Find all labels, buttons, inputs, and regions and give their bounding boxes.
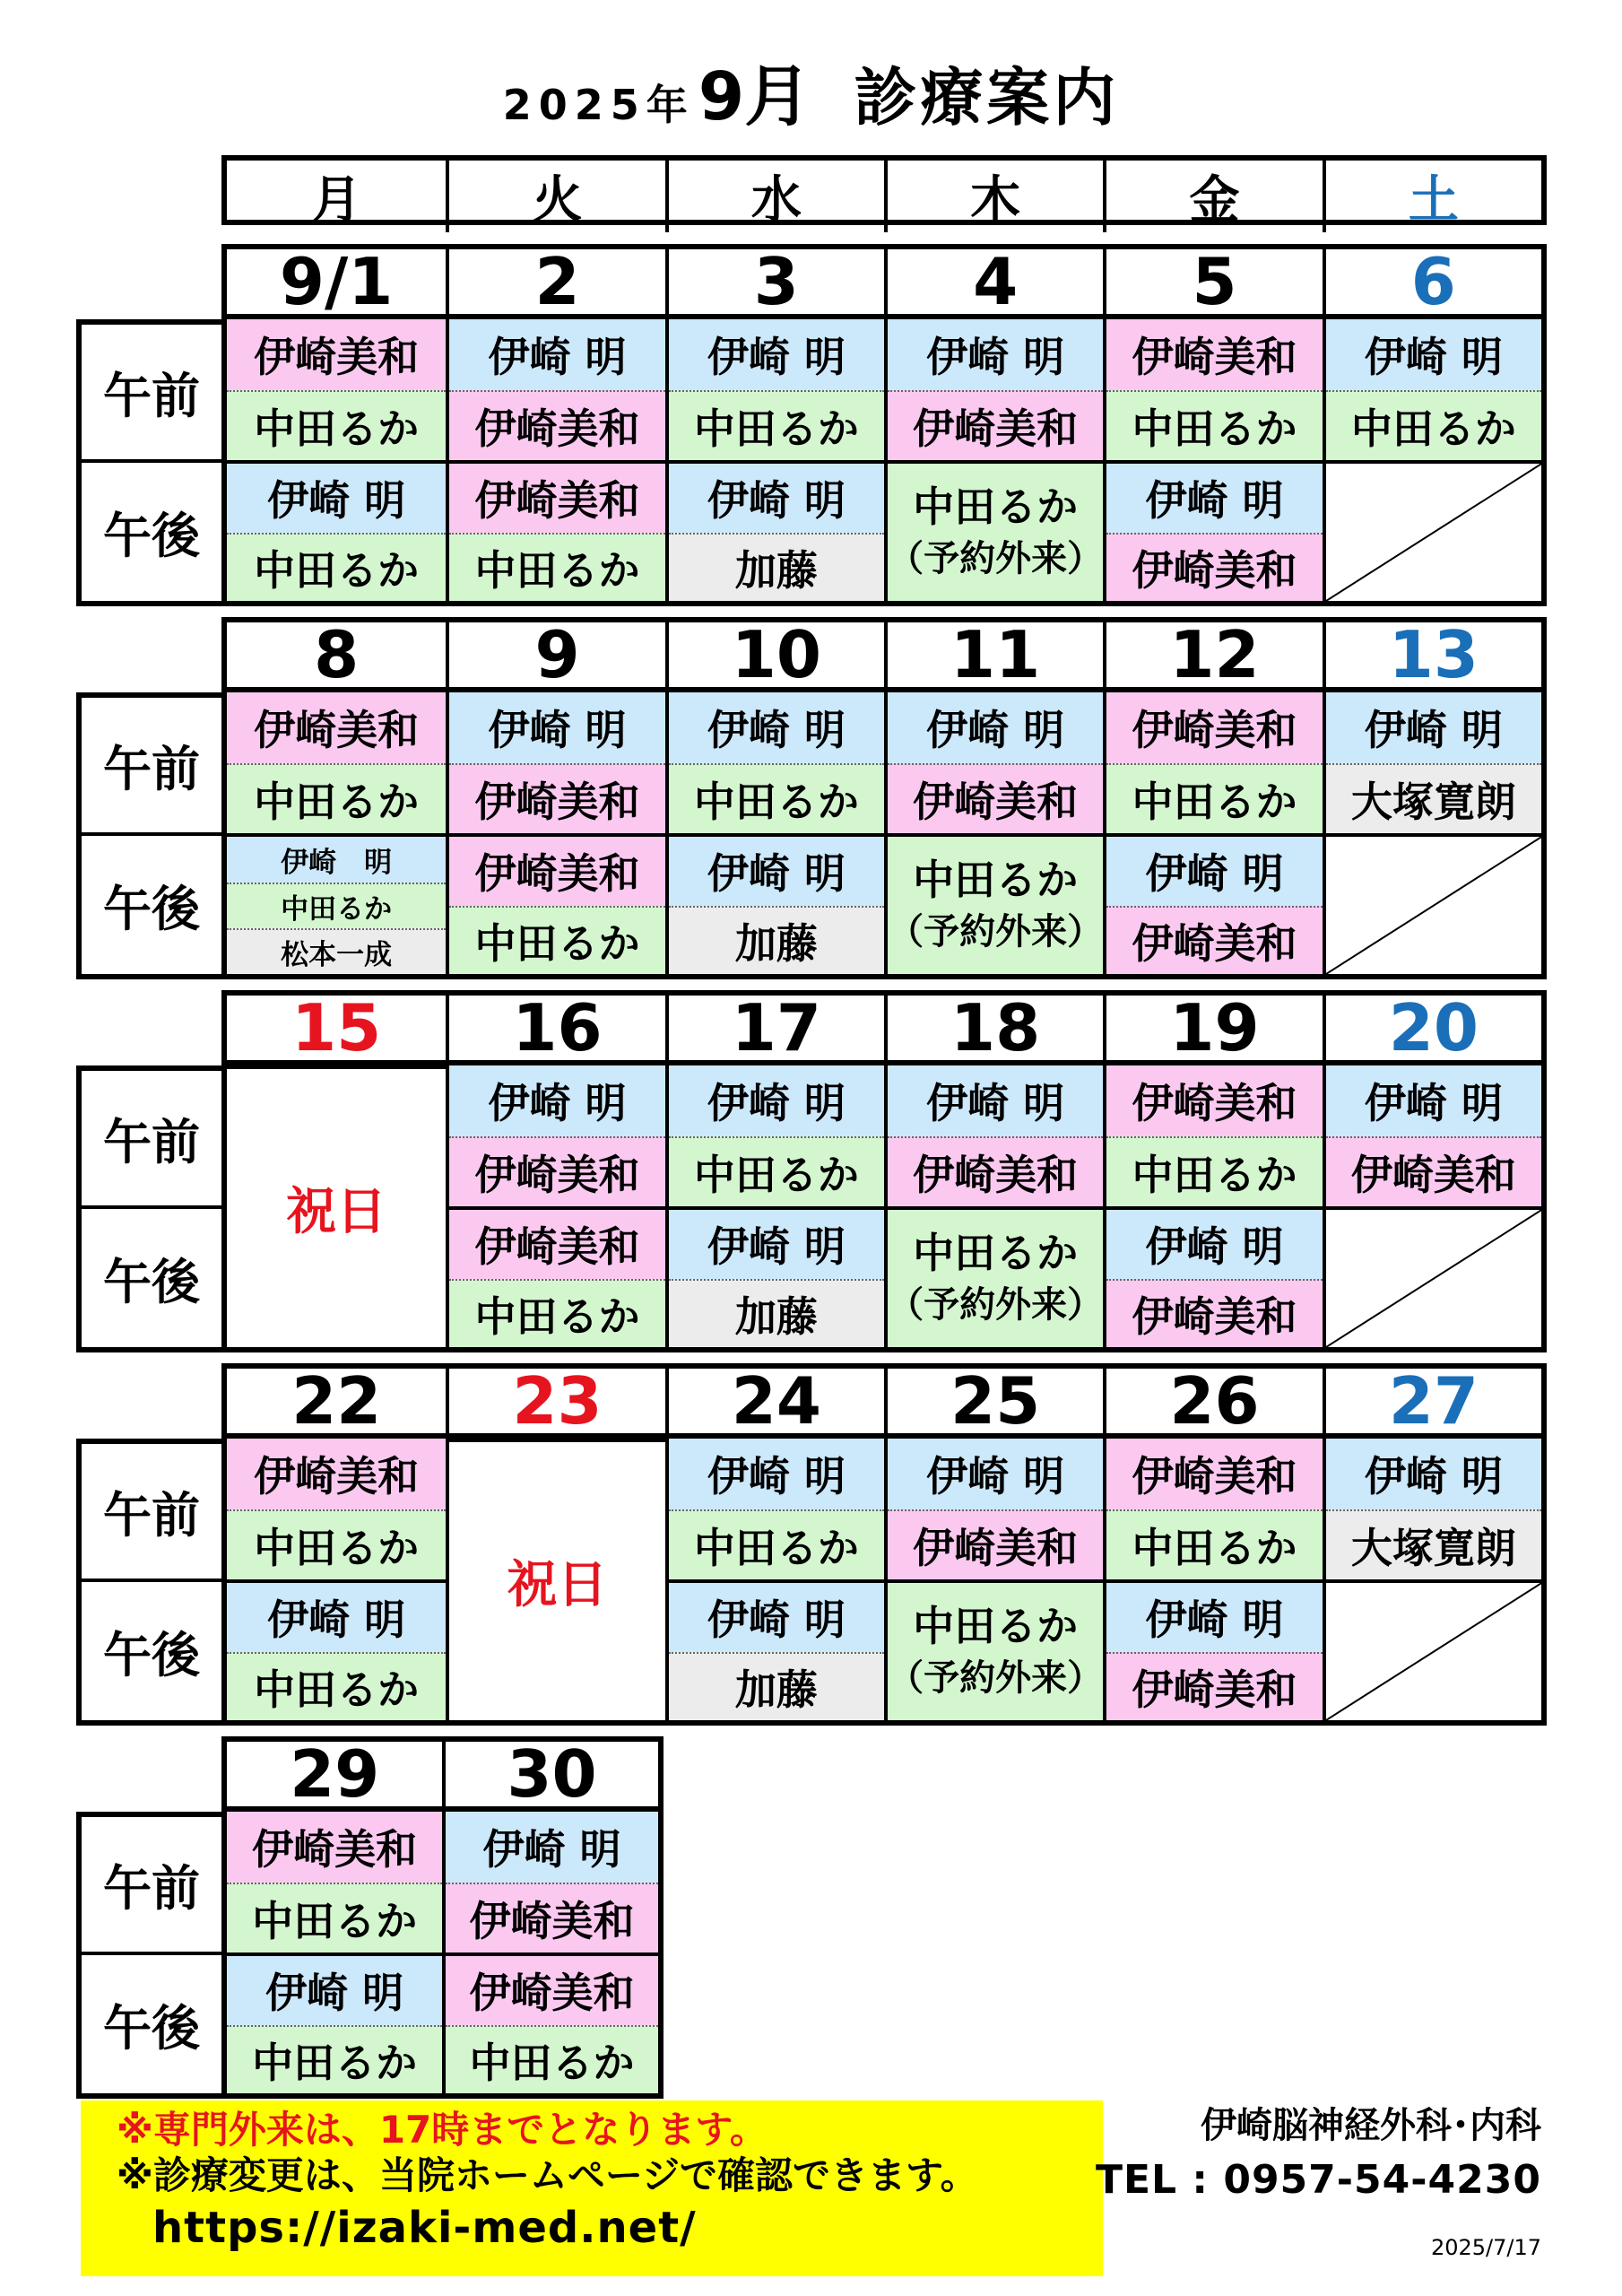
doctor-slot: 伊崎美和 — [449, 837, 664, 906]
doctor-slot: 伊崎 明 — [888, 692, 1103, 763]
doctor-slot: 中田るか — [449, 1279, 664, 1348]
afternoon-label: 午後 — [103, 880, 200, 937]
title-year: 2025年 — [502, 81, 695, 129]
doctor-slot: 伊崎美和 — [449, 390, 664, 461]
date-label: 13 — [1323, 622, 1541, 687]
doctor-slot: 伊崎 明 — [669, 692, 884, 763]
page-title — [0, 58, 1622, 135]
afternoon-cell — [446, 833, 664, 974]
title-month: 9月 — [698, 58, 811, 135]
doctor-slot: 伊崎美和 — [1106, 906, 1322, 975]
morning-cell — [227, 319, 446, 460]
doctor-slot: 中田るか — [669, 1509, 884, 1580]
doctor-slot: 伊崎 明 — [227, 1956, 442, 2025]
morning-cell — [884, 692, 1103, 833]
date-label: 23 — [446, 1369, 664, 1433]
afternoon-cell-reserved — [884, 1579, 1103, 1720]
date-row — [221, 244, 1547, 319]
doctor-slot: 大塚寛朗 — [1326, 763, 1541, 834]
date-label: 15 — [291, 990, 382, 1065]
doctor-slot: 伊崎美和 — [1106, 1439, 1322, 1509]
date-label: 6 — [1323, 249, 1541, 314]
morning-cell — [227, 692, 446, 833]
date-label: 19 — [1103, 996, 1322, 1060]
date-row — [221, 617, 1547, 692]
diagonal-line — [1326, 837, 1541, 974]
morning-cell — [665, 1439, 884, 1579]
week-block — [103, 617, 1547, 979]
date-label: 22 — [291, 1363, 382, 1439]
schedule-grid — [221, 1812, 664, 2099]
holiday-cell: 祝日 — [446, 1439, 664, 1720]
doctor-slot: 伊崎 明 — [1326, 1065, 1541, 1136]
doctor-slot: 中田るか — [449, 533, 664, 602]
morning-cell — [1103, 319, 1322, 460]
doctor-slot: 中田るか — [227, 390, 446, 461]
weekday-mon: 月 — [311, 171, 362, 230]
date-label: 11 — [884, 622, 1103, 687]
morning-cell — [1323, 319, 1541, 460]
doctor-slot: 中田るか — [1106, 1509, 1322, 1580]
morning-cell — [665, 1065, 884, 1206]
afternoon-cell — [665, 1206, 884, 1347]
date-label: 25 — [884, 1369, 1103, 1433]
doctor-slot: 中田るか — [1106, 1136, 1322, 1207]
date-label: 16 — [446, 996, 664, 1060]
week-block — [103, 1736, 1547, 2099]
doctor-slot: 加藤 — [669, 533, 884, 602]
doctor-slot: 伊崎美和 — [1106, 319, 1322, 390]
doctor-slot: 伊崎 明 — [449, 1065, 664, 1136]
afternoon-cell — [446, 1206, 664, 1347]
website-link[interactable]: https://izaki-med.net/ — [152, 2202, 697, 2253]
doctor-slot: 伊崎美和 — [227, 319, 446, 390]
schedule-grid — [221, 692, 1547, 979]
closed-slash-icon — [1326, 1583, 1541, 1720]
morning-cell — [227, 1812, 442, 1952]
doctor-slot: 伊崎 明 — [669, 464, 884, 533]
closed-slash-icon — [1326, 464, 1541, 601]
period-labels — [76, 319, 221, 606]
morning-cell — [1323, 692, 1541, 833]
doctor-slot: 伊崎美和 — [1106, 1065, 1322, 1136]
date-label: 12 — [1103, 622, 1322, 687]
date-label: 9/1 — [279, 244, 394, 319]
date-label: 26 — [1103, 1369, 1322, 1433]
date-label: 24 — [665, 1369, 884, 1433]
doctor-slot: 伊崎 明 — [446, 1812, 657, 1883]
doctor-slot: 伊崎 明 — [227, 1583, 446, 1652]
doctor-slot: 中田るか — [227, 1883, 442, 1953]
afternoon-cell — [446, 460, 664, 601]
diagonal-line — [1326, 464, 1541, 601]
doctor-slot: 伊崎 明 — [1106, 1210, 1322, 1279]
afternoon-cell — [1103, 1206, 1322, 1347]
doctor-slot: 中田るか — [913, 855, 1079, 904]
date-row — [221, 1363, 1547, 1439]
doctor-slot: 伊崎美和 — [449, 464, 664, 533]
doctor-slot: 伊崎 明 — [1326, 319, 1541, 390]
doctor-slot: 伊崎美和 — [227, 1439, 446, 1509]
doctor-slot: 中田るか — [449, 906, 664, 975]
doctor-slot: 中田るか — [227, 2025, 442, 2094]
doctor-slot: 伊崎美和 — [227, 692, 446, 763]
doctor-slot: 中田るか — [669, 1136, 884, 1207]
doctor-slot: 伊崎美和 — [1106, 1652, 1322, 1721]
afternoon-cell-reserved — [884, 460, 1103, 601]
morning-cell — [442, 1812, 657, 1952]
weekday-tue: 火 — [446, 161, 664, 232]
period-labels — [76, 1812, 221, 2099]
morning-label: 午前 — [82, 1071, 221, 1209]
doctor-slot: 伊崎 明 — [669, 837, 884, 906]
doctor-slot: 伊崎 明 — [227, 837, 446, 883]
doctor-slot: 中田るか — [227, 883, 446, 928]
date-label: 17 — [665, 996, 884, 1060]
schedule-grid — [221, 1439, 1547, 1726]
closed-cell — [1323, 460, 1541, 601]
doctor-slot: 伊崎美和 — [1106, 533, 1322, 602]
reservation-note: （予約外来） — [888, 1657, 1104, 1700]
doctor-slot: 中田るか — [227, 763, 446, 834]
title-main: 診療案内 — [854, 61, 1120, 135]
doctor-slot: 伊崎美和 — [1106, 1279, 1322, 1348]
schedule-grid — [221, 1065, 1547, 1352]
morning-cell — [1323, 1065, 1541, 1206]
doctor-slot: 伊崎美和 — [227, 1812, 442, 1883]
doctor-slot: 伊崎美和 — [1326, 1136, 1541, 1207]
weekday-sat: 土 — [1323, 161, 1541, 232]
notice-specialist-hours: ※専門外来は、17時までとなります。 — [117, 2108, 768, 2152]
doctor-slot: 松本一成 — [227, 928, 446, 974]
doctor-slot: 伊崎美和 — [1106, 692, 1322, 763]
date-label: 18 — [884, 996, 1103, 1060]
doctor-slot: 伊崎美和 — [449, 1136, 664, 1207]
doctor-slot: 伊崎 明 — [227, 464, 446, 533]
doctor-slot: 伊崎美和 — [446, 1883, 657, 1953]
morning-cell — [884, 1439, 1103, 1579]
doctor-slot: 伊崎 明 — [1326, 692, 1541, 763]
clinic-phone: TEL : 0957-54-4230 — [1095, 2157, 1541, 2203]
diagonal-line — [1326, 1210, 1541, 1347]
doctor-slot: 中田るか — [1326, 390, 1541, 461]
date-label: 3 — [665, 249, 884, 314]
morning-label: 午前 — [82, 1444, 221, 1582]
morning-cell — [665, 692, 884, 833]
afternoon-cell — [227, 1579, 446, 1720]
afternoon-cell — [442, 1952, 657, 2093]
doctor-slot: 伊崎美和 — [888, 763, 1103, 834]
afternoon-cell-reserved — [884, 833, 1103, 974]
doctor-slot: 伊崎 明 — [888, 1439, 1103, 1509]
doctor-slot: 伊崎 明 — [449, 319, 664, 390]
afternoon-cell — [665, 1579, 884, 1720]
morning-cell — [665, 319, 884, 460]
closed-slash-icon — [1326, 837, 1541, 974]
morning-cell — [446, 1065, 664, 1206]
afternoon-cell — [227, 460, 446, 601]
doctor-slot: 加藤 — [669, 1652, 884, 1721]
morning-cell — [446, 319, 664, 460]
doctor-slot: 中田るか — [1106, 763, 1322, 834]
doctor-slot: 伊崎 明 — [669, 1065, 884, 1136]
date-label: 2 — [446, 249, 664, 314]
date-label: 10 — [665, 622, 884, 687]
doctor-slot: 加藤 — [669, 906, 884, 975]
diagonal-line — [1326, 1583, 1541, 1720]
doctor-slot: 中田るか — [669, 763, 884, 834]
doctor-slot: 伊崎美和 — [446, 1956, 657, 2025]
doctor-slot: 伊崎 明 — [1106, 837, 1322, 906]
weekday-fri: 金 — [1103, 161, 1322, 232]
morning-label: 午前 — [82, 698, 221, 836]
date-label: 30 — [442, 1742, 657, 1806]
doctor-slot: 中田るか — [913, 1601, 1079, 1650]
doctor-slot: 伊崎 明 — [669, 1583, 884, 1652]
afternoon-cell — [1103, 460, 1322, 601]
doctor-slot: 中田るか — [227, 533, 446, 602]
notice-box — [81, 2100, 1103, 2276]
date-label: 9 — [446, 622, 664, 687]
doctor-slot: 中田るか — [913, 1228, 1079, 1277]
doctor-slot: 伊崎 明 — [1106, 464, 1322, 533]
afternoon-cell — [665, 460, 884, 601]
doctor-slot: 伊崎美和 — [888, 390, 1103, 461]
morning-label: 午前 — [82, 1817, 221, 1955]
date-row — [221, 1736, 664, 1812]
date-label: 29 — [290, 1736, 380, 1812]
doctor-slot: 伊崎美和 — [888, 1509, 1103, 1580]
doctor-slot: 伊崎 明 — [669, 1210, 884, 1279]
doctor-slot: 伊崎 明 — [669, 1439, 884, 1509]
afternoon-cell — [1103, 833, 1322, 974]
doctor-slot: 伊崎美和 — [888, 1136, 1103, 1207]
date-label: 27 — [1323, 1369, 1541, 1433]
date-label: 20 — [1323, 996, 1541, 1060]
doctor-slot: 加藤 — [669, 1279, 884, 1348]
doctor-slot: 伊崎 明 — [888, 319, 1103, 390]
week-block — [103, 990, 1547, 1352]
schedule-grid — [221, 319, 1547, 606]
holiday-cell: 祝日 — [227, 1065, 446, 1347]
morning-cell — [884, 319, 1103, 460]
weekday-thu: 木 — [884, 161, 1103, 232]
doctor-slot: 伊崎 明 — [1326, 1439, 1541, 1509]
period-labels — [76, 1439, 221, 1726]
period-labels — [76, 1065, 221, 1352]
afternoon-cell — [227, 833, 446, 974]
afternoon-cell — [227, 1952, 442, 2093]
morning-label: 午前 — [82, 325, 221, 463]
afternoon-cell — [665, 833, 884, 974]
afternoon-label: 午後 — [103, 1999, 200, 2057]
closed-cell — [1323, 833, 1541, 974]
morning-cell — [1103, 1065, 1322, 1206]
afternoon-cell-reserved — [884, 1206, 1103, 1347]
afternoon-label: 午後 — [103, 1253, 200, 1310]
week-block — [103, 1363, 1547, 1726]
afternoon-cell — [1103, 1579, 1322, 1720]
period-labels — [76, 692, 221, 979]
morning-cell — [1323, 1439, 1541, 1579]
reservation-note: （予約外来） — [888, 538, 1104, 580]
date-row — [221, 990, 1547, 1065]
notice-schedule-changes: ※診療変更は、当院ホームページで確認できます。 — [117, 2153, 978, 2198]
issue-date: 2025/7/17 — [1430, 2234, 1541, 2260]
doctor-slot: 伊崎 明 — [1106, 1583, 1322, 1652]
doctor-slot: 中田るか — [227, 1652, 446, 1721]
doctor-slot: 伊崎美和 — [449, 1210, 664, 1279]
clinic-info — [1096, 2099, 1541, 2260]
afternoon-label: 午後 — [103, 507, 200, 564]
doctor-slot: 伊崎 明 — [888, 1065, 1103, 1136]
morning-cell — [446, 692, 664, 833]
morning-cell — [1103, 1439, 1322, 1579]
doctor-slot: 伊崎美和 — [449, 763, 664, 834]
doctor-slot: 中田るか — [1106, 390, 1322, 461]
morning-cell — [884, 1065, 1103, 1206]
weekday-header — [221, 155, 1547, 230]
doctor-slot: 伊崎 明 — [449, 692, 664, 763]
reservation-note: （予約外来） — [888, 911, 1104, 953]
closed-cell — [1323, 1206, 1541, 1347]
doctor-slot: 中田るか — [446, 2025, 657, 2094]
weekday-wed: 水 — [665, 161, 884, 232]
date-label: 4 — [884, 249, 1103, 314]
date-label: 8 — [314, 617, 360, 692]
closed-slash-icon — [1326, 1210, 1541, 1347]
doctor-slot: 中田るか — [227, 1509, 446, 1580]
doctor-slot: 大塚寛朗 — [1326, 1509, 1541, 1580]
week-block — [103, 244, 1547, 606]
afternoon-label: 午後 — [103, 1626, 200, 1683]
closed-cell — [1323, 1579, 1541, 1720]
morning-cell — [227, 1439, 446, 1579]
clinic-name: 伊崎脳神経外科･内科 — [1201, 2105, 1541, 2146]
morning-cell — [1103, 692, 1322, 833]
date-label: 5 — [1103, 249, 1322, 314]
doctor-slot: 中田るか — [669, 390, 884, 461]
doctor-slot: 中田るか — [913, 482, 1079, 531]
doctor-slot: 伊崎 明 — [669, 319, 884, 390]
reservation-note: （予約外来） — [888, 1284, 1104, 1326]
